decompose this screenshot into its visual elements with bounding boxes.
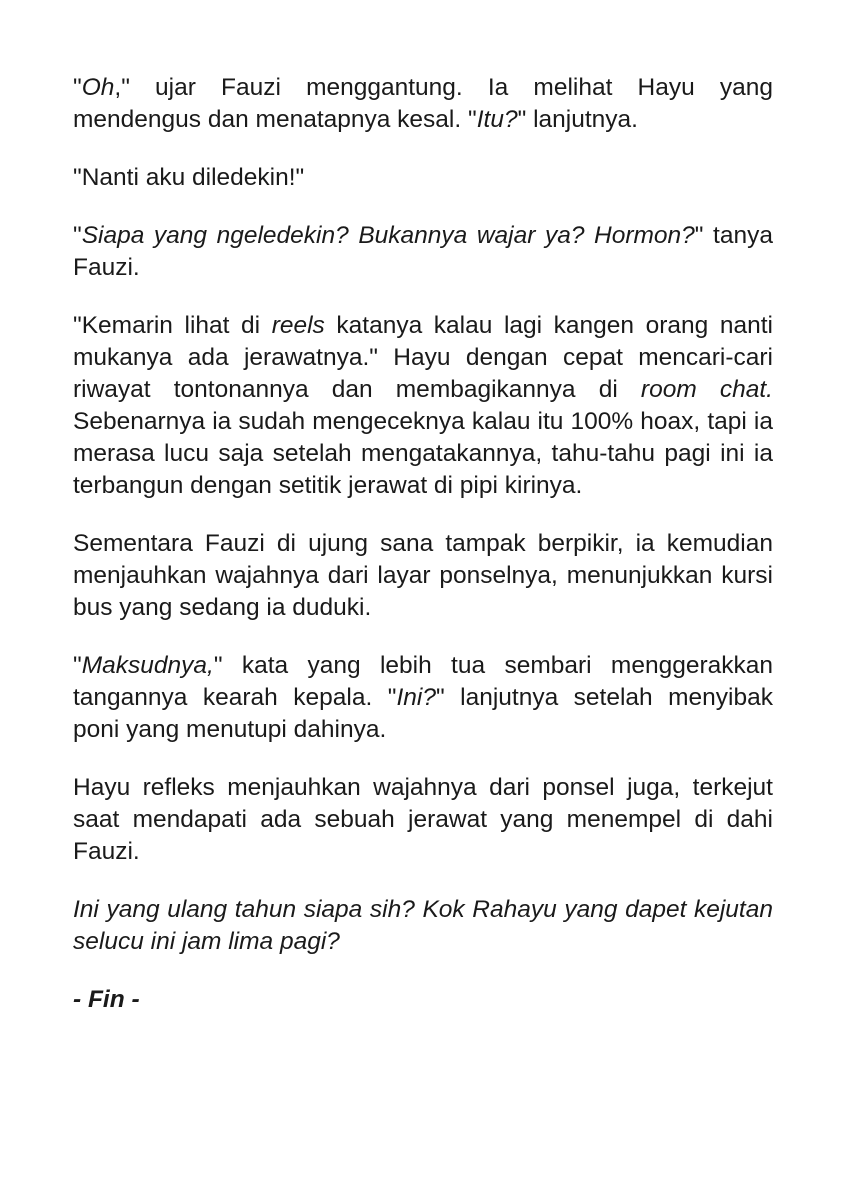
paragraph [73,72,773,136]
paragraph [73,220,773,284]
paragraph [73,894,773,958]
text-span: " lanjutnya setelah menyibak poni yang menutupi dahinya. [73,684,773,743]
text-span: " kata yang lebih tua sembari menggerakkan tangannya kearah kepala. " [73,652,773,711]
text-span: " [73,222,82,249]
italic-text: Ini? [396,684,436,711]
text-span: Hayu refleks menjauhkan wajahnya dari ponsel juga, terkejut saat mendapati ada sebuah jerawat yang menempel di dahi Fauzi. [73,774,773,865]
paragraph [73,650,773,746]
text-span: " [73,652,82,679]
text-span: "Nanti aku diledekin!" [73,164,305,191]
paragraph [73,528,773,624]
paragraph [73,162,773,194]
paragraph [73,310,773,502]
text-span: Sementara Fauzi di ujung sana tampak berpikir, ia kemudian menjauhkan wajahnya dari layar ponselnya, menunjukkan kursi bus yang sedang ia duduki. [73,530,773,621]
text-span: " lanjutnya. [517,106,638,133]
text-span: Sebenarnya ia sudah mengeceknya kalau itu 100% hoax, tapi ia merasa lucu saja setelah mengatakannya, tahu-tahu pagi ini ia terbangun dengan setitik jerawat di pipi kirinya. [73,408,773,499]
text-span: ," ujar Fauzi menggantung. Ia melihat Hayu yang mendengus dan menatapnya kesal. " [73,74,773,133]
text-span: katanya kalau lagi kangen orang nanti mukanya ada jerawatnya." Hayu dengan cepat mencari-cari riwayat tontonannya dan membagikannya di [73,312,773,403]
text-span: "Kemarin lihat di [73,312,272,339]
story-page [73,72,773,1042]
italic-text: reels [271,312,325,339]
italic-text: Itu? [476,106,518,133]
italic-text: room chat. [640,376,773,403]
paragraph [73,772,773,868]
closing-mark: - Fin - [73,986,140,1013]
italic-text: Oh [81,74,115,101]
text-span: " tanya Fauzi. [73,222,773,281]
text-span: " [73,74,82,101]
story-body [73,72,773,958]
italic-text: Siapa yang ngeledekin? Bukannya wajar ya? Hormon? [81,222,695,249]
italic-text: Ini yang ulang tahun siapa sih? Kok Rahayu yang dapet kejutan selucu ini jam lima pagi? [73,896,773,955]
italic-text: Maksudnya, [81,652,214,679]
